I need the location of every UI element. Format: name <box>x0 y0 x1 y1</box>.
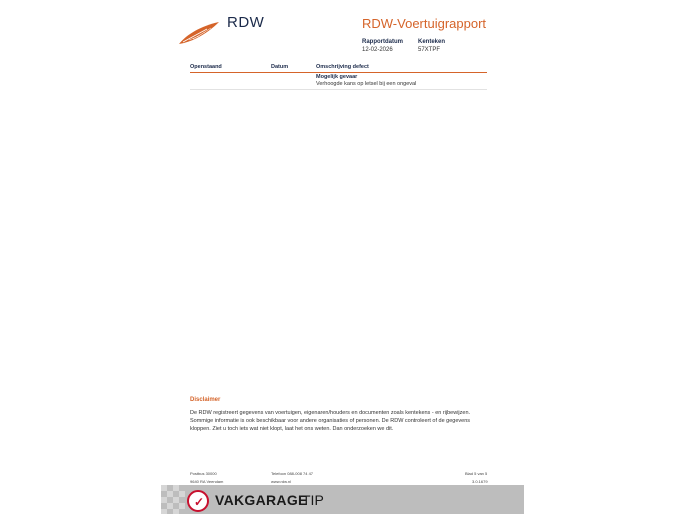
defect-category: Mogelijk gevaar <box>316 74 358 80</box>
disclaimer-title: Disclaimer <box>190 397 221 403</box>
header-divider <box>190 72 487 73</box>
report-title: RDW-Voertuigrapport <box>362 16 487 31</box>
kenteken-label: Kenteken <box>418 39 446 45</box>
rapportdatum <box>362 39 403 53</box>
rdw-feather-logo-icon <box>177 20 221 46</box>
column-openstaand: Openstaand <box>190 64 222 70</box>
vakgarage-brand: VAKGARAGE <box>215 492 308 508</box>
defect-description: Verhoogde kans op letsel bij een ongeval <box>316 81 417 87</box>
vakgarage-tip: TIP <box>302 492 324 508</box>
footer-code: 3.0.1679 <box>472 479 488 484</box>
vakgarage-check-icon: ✓ <box>187 490 209 512</box>
footer-postbus: Postbus 30000 <box>190 471 217 476</box>
row-divider <box>190 89 487 90</box>
disclaimer-text: De RDW registreert gegevens van voertuigen, eigenaren/houders en documenten zoals kentekens - en rijbewijzen. Sommige informatie is ook beschikbaar voor andere organisaties of personen. De RDW controleert of de gegevens kloppen. Ziet u toch iets wat niet klopt, laat het ons weten. Dan onderzoeken we dit. <box>190 410 471 432</box>
table-header <box>190 64 487 72</box>
footer-page-number: Blad 5 van 5 <box>465 471 488 476</box>
checker-pattern-icon <box>161 485 187 514</box>
footer-telefoon: Telefoon 088-008 74 47 <box>271 471 314 476</box>
footer-website: www.rdw.nl <box>271 479 292 484</box>
rapportdatum-label: Rapportdatum <box>362 39 403 45</box>
column-datum: Datum <box>271 64 289 70</box>
kenteken-value: 57XTPF <box>418 47 441 53</box>
kenteken <box>418 39 445 53</box>
brand-name: RDW <box>227 14 265 31</box>
rapportdatum-value: 12-02-2026 <box>362 47 393 53</box>
footer-address: 9640 RA Veendam <box>190 479 224 484</box>
column-omschrijving: Omschrijving defect <box>316 64 369 70</box>
